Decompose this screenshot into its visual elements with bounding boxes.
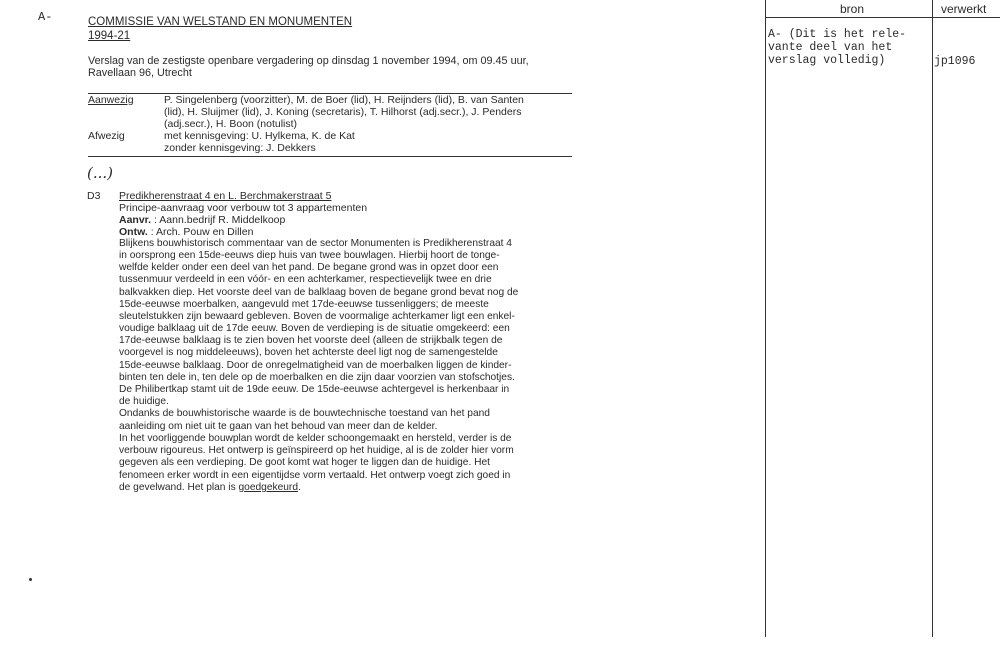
absent-line-1: met kennisgeving: U. Hylkema, K. de Kat — [164, 130, 355, 142]
designer-value: : Arch. Pouw en Dillen — [150, 226, 254, 238]
body-line: gegeven als een verdieping. De goot komt wat hoger te liggen dan de huidige. Het — [119, 457, 490, 468]
document-number: 1994-21 — [88, 30, 131, 42]
body-line: 17de-eeuwse balklaag is te zien boven het voorste deel (alleen de strijkbalk tegen de — [119, 335, 503, 346]
body-line: welfde kelder onder een deel van het pand. De begane grond was in opzet door een — [119, 262, 499, 273]
body-line: in oorsprong een 15de-eeuws diep huis van twee bouwlagen. Hierbij hoort de tonge- — [119, 250, 500, 261]
body-line: 15de-eeuwse moerbalken, aangevuld met 17de-eeuwse tussenliggers; de meeste — [119, 299, 489, 310]
document-title: COMMISSIE VAN WELSTAND EN MONUMENTEN — [88, 16, 353, 28]
body-line: aanleiding om niet uit te gaan van het behoud van meer dan de kelder. — [119, 421, 438, 432]
body-line: In het voorliggende bouwplan wordt de kelder schoongemaakt en hersteld, verder is de — [119, 433, 512, 444]
designer-label: Ontw. — [119, 226, 148, 238]
bron-header: bron — [840, 2, 865, 16]
table-column-divider — [932, 0, 933, 637]
table-left-border — [765, 0, 766, 637]
body-line: balkvakken diep. Het voorste deel van de balklaag boven de begane grond bevat nog de — [119, 287, 519, 298]
intro-line-1: Verslag van de zestigste openbare vergadering op dinsdag 1 november 1994, om 09.45 uur, — [88, 55, 529, 67]
item-title: Predikherenstraat 4 en L. Berchmakerstraat 5 — [119, 190, 332, 202]
verwerkt-value: jp1096 — [934, 55, 976, 68]
verwerkt-header: verwerkt — [941, 2, 987, 16]
body-line: binten ten dele in, ten dele op de moerbalken en die zijn daar voorzien van stofschotjes. — [119, 372, 515, 383]
applicant-value: : Aann.bedrijf R. Middelkoop — [154, 214, 286, 226]
attendance-bottom-rule — [88, 156, 572, 157]
bron-line-3: verslag volledig) — [768, 54, 886, 67]
table-header-rule — [765, 17, 1000, 18]
present-line-2: (lid), H. Sluijmer (lid), J. Koning (secretaris), T. Hilhorst (adj.secr.), J. Penders — [164, 106, 522, 118]
ellipsis-mark: (...) — [87, 164, 114, 182]
absent-line-2: zonder kennisgeving: J. Dekkers — [164, 142, 316, 154]
designer-row — [119, 226, 253, 238]
body-line: voorgevel is nog middeleeuws), boven het achterste deel ligt nog de samengestelde — [119, 347, 498, 358]
body-line: voudige balklaag uit de 17de eeuw. Boven de verdieping is de situatie omgekeerd: een — [119, 323, 510, 334]
body-line: Ondanks de bouwhistorische waarde is de bouwtechnische toestand van het pand — [119, 408, 490, 419]
bron-line-1: A- (Dit is het rele- — [768, 28, 907, 41]
stray-dot — [29, 578, 32, 581]
present-line-1: P. Singelenberg (voorzitter), M. de Boer (lid), H. Reijnders (lid), B. van Santen — [164, 94, 524, 106]
intro-line-2: Ravellaan 96, Utrecht — [88, 67, 192, 79]
body-line: de gevelwand. Het plan is — [119, 482, 239, 493]
body-line: de huidige. — [119, 396, 169, 407]
item-code: D3 — [87, 190, 101, 202]
body-line: De Philibertkap stamt uit de 19de eeuw. De 15de-eeuwse achtergevel is herkenbaar in — [119, 384, 510, 395]
body-line: 15de-eeuwse balklaag. Door de onregelmatigheid van de moerbalken liggen de kinder- — [119, 360, 512, 371]
bron-line-2: vante deel van het — [768, 41, 893, 54]
margin-mark: A- — [38, 10, 53, 24]
body-line-final — [119, 482, 301, 494]
body-line: tussenmuur verdeeld in een vóór- en een achterkamer, respectievelijk twee en drie — [119, 274, 492, 285]
present-line-3: (adj.secr.), H. Boon (notulist) — [164, 118, 298, 130]
body-line: verbouw rigoureus. Het ontwerp is geïnspireerd op het huidige, al is de zolder hier vorm — [119, 445, 514, 456]
verdict: goedgekeurd — [238, 482, 298, 493]
body-line: Blijkens bouwhistorisch commentaar van de sector Monumenten is Predikherenstraat 4 — [119, 238, 512, 249]
applicant-row — [119, 214, 285, 226]
body-line: fenomeen erker wordt in een eigentijdse vorm vertaald. Het ontwerp voegt zich goed in — [119, 470, 511, 481]
verdict-end: . — [297, 482, 301, 493]
item-subtitle: Principe-aanvraag voor verbouw tot 3 appartementen — [119, 202, 368, 214]
body-line: sleutelstukken zijn bewaard gebleven. Boven de voormalige achterkamer ligt een enkel- — [119, 311, 515, 322]
applicant-label: Aanvr. — [119, 214, 152, 226]
absent-label: Afwezig — [88, 130, 125, 142]
present-label: Aanwezig — [88, 94, 134, 106]
